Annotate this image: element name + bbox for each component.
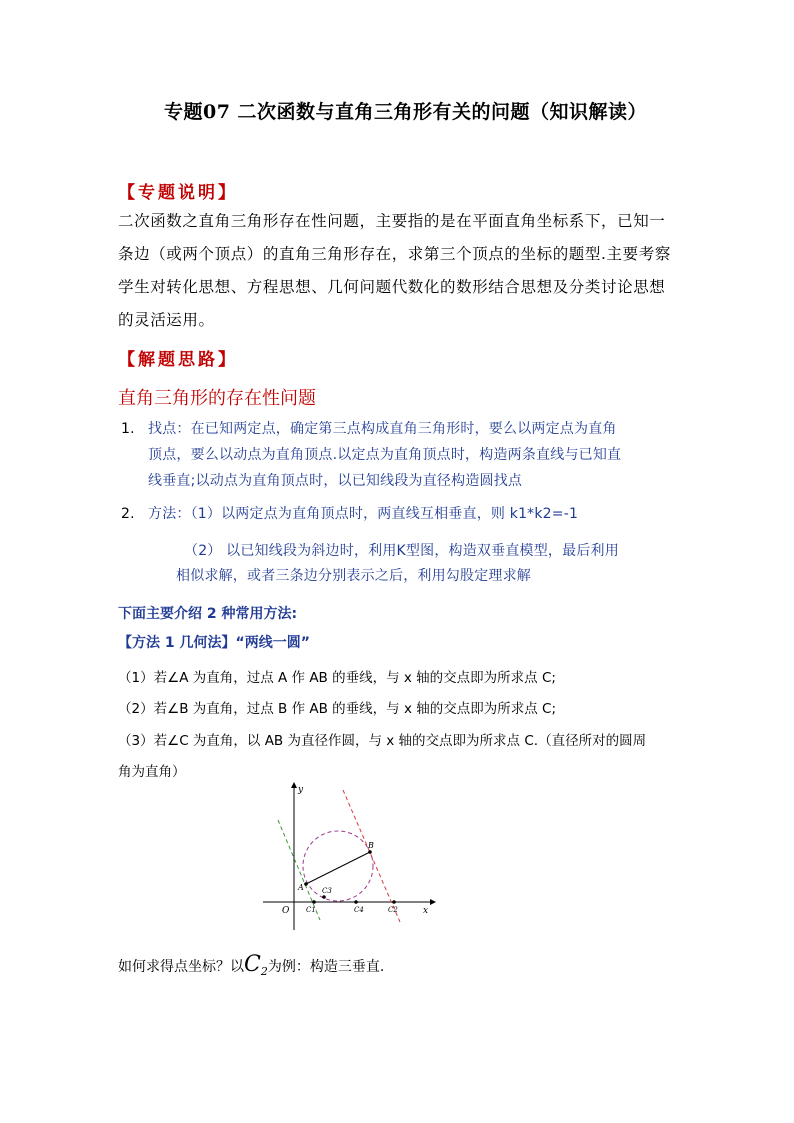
footer-question: [118, 952, 384, 978]
item2-line-2: （2） 以已知线段为斜边时，利用K型图，构造双垂直模型，最后利用: [184, 543, 619, 559]
point-c4-dot: [354, 900, 358, 904]
point-c4-label: C4: [354, 906, 364, 914]
method1-label: 【方法 1 几何法】“两线一圆”: [118, 635, 310, 651]
x-axis-label: x: [423, 906, 429, 916]
subsection-heading: 直角三角形的存在性问题: [118, 388, 316, 409]
item1-line-2: 顶点，要么以动点为直角顶点.以定点为直角顶点时，构造两条直线与已知直: [148, 447, 622, 463]
list-item-1: [148, 416, 688, 494]
c2-symbol: C: [244, 952, 261, 977]
point-c1-dot: [312, 900, 316, 904]
point-c3-dot: [322, 895, 326, 899]
point-b-label: B: [368, 841, 374, 850]
y-axis-arrow: [291, 782, 297, 788]
c2-subscript: 2: [260, 964, 268, 978]
item2-line-1: 方法：（1）以两定点为直角顶点时，两直线互相垂直，则 k1*k2=-1: [148, 506, 579, 522]
section-label-topic: 【专题说明】: [118, 183, 238, 203]
perpendicular-line-a: [278, 820, 320, 920]
point-a-label: A: [298, 883, 304, 892]
list-number-2: 2.: [121, 506, 135, 522]
point-c2-label: C2: [388, 906, 398, 914]
origin-label: O: [282, 906, 290, 916]
point-b-dot: [368, 850, 372, 854]
methods-intro: 下面主要介绍 2 种常用方法:: [118, 606, 298, 622]
diameter-circle: [303, 831, 373, 901]
case-2: （2）若∠B 为直角，过点 B 作 AB 的垂线，与 x 轴的交点即为所求点 C;: [118, 701, 557, 717]
topic-line-2: 条边（或两个顶点）的直角三角形存在，求第三个顶点的坐标的题型.主要考察: [118, 245, 671, 263]
segment-ab: [306, 852, 370, 884]
point-a-dot: [304, 882, 308, 886]
topic-description: [118, 205, 680, 337]
topic-line-1: 二次函数之直角三角形存在性问题，主要指的是在平面直角坐标系下，已知一: [118, 212, 666, 230]
item1-line-1: 找点：在已知两定点，确定第三点构成直角三角形时，要么以两定点为直角: [148, 421, 617, 437]
case-1: （1）若∠A 为直角，过点 A 作 AB 的垂线，与 x 轴的交点即为所求点 C;: [118, 670, 556, 686]
topic-line-4: 的灵活运用。: [118, 311, 215, 329]
y-axis-label: y: [298, 785, 304, 795]
topic-line-3: 学生对转化思想、方程思想、几何问题代数化的数形结合思想及分类讨论思想: [118, 278, 666, 296]
geometry-figure: [258, 780, 438, 940]
list-number-1: 1.: [121, 421, 135, 437]
case-3-line-2: 角为直角）: [118, 764, 186, 780]
footer-text-after: 为例：构造三垂直.: [267, 959, 385, 975]
item1-line-3: 线垂直;以动点为直角顶点时，以已知线段为直径构造圆找点: [148, 473, 523, 489]
point-c3-label: C3: [322, 887, 332, 895]
x-axis-arrow: [430, 899, 436, 905]
item2-line-3: 相似求解，或者三条边分别表示之后，利用勾股定理求解: [176, 568, 531, 584]
point-c1-label: C1: [306, 906, 316, 914]
page-title: 专题07 二次函数与直角三角形有关的问题（知识解读）: [164, 101, 648, 123]
case-3-line-1: （3）若∠C 为直角，以 AB 为直径作圆，与 x 轴的交点即为所求点 C.（直径所对的圆周: [118, 733, 647, 749]
point-c2-dot: [392, 900, 396, 904]
footer-text-before: 如何求得点坐标？以: [118, 959, 244, 975]
section-label-approach: 【解题思路】: [118, 350, 238, 370]
